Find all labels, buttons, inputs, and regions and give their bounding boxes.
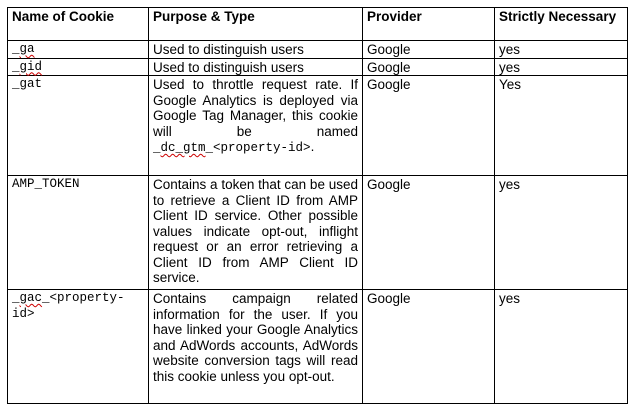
table-row [8, 176, 628, 290]
cookie-provider: Google [363, 41, 495, 59]
header-row [8, 8, 628, 41]
cookie-purpose: Used to distinguish users [149, 41, 363, 59]
cookie-purpose: Used to distinguish users [149, 58, 363, 76]
cookie-name [8, 290, 149, 404]
cookie-necessary: yes [495, 41, 628, 59]
header-provider: Provider [363, 8, 495, 41]
purpose-code-spellcheck-word: dc_gtm [160, 141, 206, 155]
cookie-purpose: Contains a token that can be used to retrieve a Client ID from AMP Client ID service. Other possible values indicate opt-out, inflight request or an error retrieving a Client ID from AMP Client ID service. [149, 176, 363, 290]
cookie-name-prefix: _ [12, 59, 20, 74]
cookie-provider: Google [363, 76, 495, 176]
header-strictly-necessary: Strictly Necessary [495, 8, 628, 41]
cookie-necessary: yes [495, 290, 628, 404]
cookie-name-spellcheck-word: gid [19, 59, 43, 74]
cookie-name: _gat [8, 76, 149, 176]
cookie-provider: Google [363, 290, 495, 404]
cookie-purpose: Contains campaign related information for the user. If you have linked your Google Analytics and AdWords accounts, AdWords website conversion tags will read this cookie unless you opt-out. [149, 290, 363, 404]
purpose-text: Used to throttle request rate. If Google Analytics is deployed via Google Tag Manager, this cookie will be named [153, 77, 358, 139]
cookie-name-spellcheck-word: gac [19, 291, 43, 305]
header-cookie-name: Name of Cookie [8, 8, 149, 41]
cookie-purpose [149, 76, 363, 176]
table-row [8, 290, 628, 404]
cookie-name [8, 41, 149, 59]
cookie-necessary: Yes [495, 76, 628, 176]
table-row [8, 58, 628, 76]
cookie-name-prefix: _ [12, 291, 20, 305]
table-row [8, 41, 628, 59]
purpose-code-suffix: _<property-id> [205, 141, 311, 155]
table-row [8, 76, 628, 176]
purpose-code-prefix: _ [153, 141, 161, 155]
cookie-provider: Google [363, 58, 495, 76]
cookie-name-prefix: _ [12, 42, 20, 56]
purpose-code [153, 141, 311, 155]
cookie-table [7, 7, 628, 404]
purpose-text-end: . [310, 139, 315, 154]
cookie-necessary: yes [495, 176, 628, 290]
cookie-name [8, 58, 149, 76]
cookie-name: AMP_TOKEN [8, 176, 149, 290]
header-purpose-type: Purpose & Type [149, 8, 363, 41]
cookie-provider: Google [363, 176, 495, 290]
cookie-necessary: yes [495, 58, 628, 76]
cookie-name-spellcheck-word: ga [19, 42, 35, 56]
cookie-name-suffix: _<property-id> [12, 291, 125, 321]
